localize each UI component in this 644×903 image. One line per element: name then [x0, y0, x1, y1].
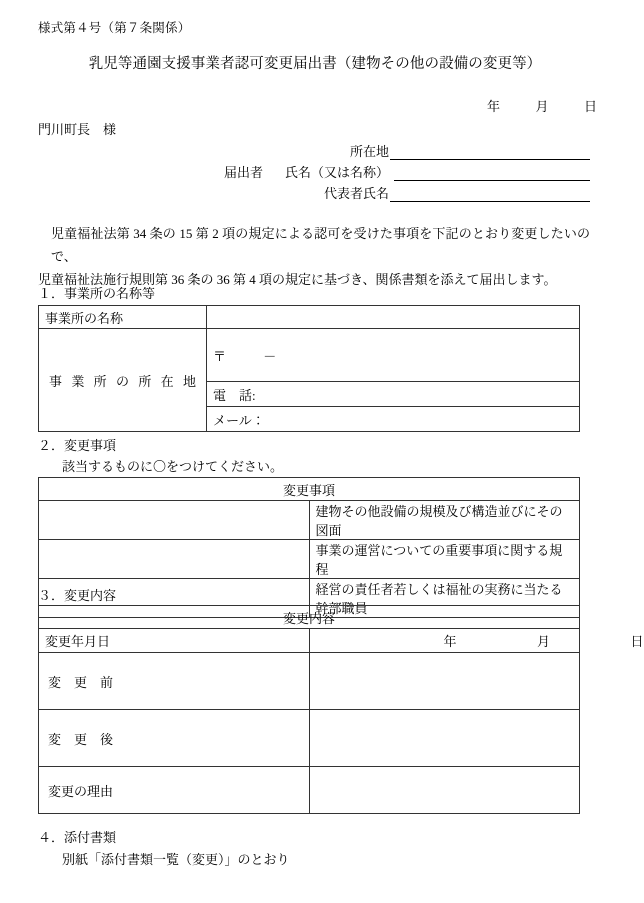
table-row — [39, 540, 580, 579]
change-after-value[interactable] — [309, 710, 580, 767]
body-paragraph — [38, 222, 590, 291]
change-date-day-label: 日 — [630, 634, 644, 649]
establishment-tel-label: 電 話: — [213, 387, 256, 403]
table-header-row — [39, 478, 580, 501]
date-day-label: 日 — [583, 99, 597, 114]
table-row — [39, 501, 580, 540]
applicant-representative-row — [200, 181, 590, 202]
date-year-label: 年 — [487, 99, 501, 114]
change-date-cell[interactable] — [309, 629, 644, 653]
section-2-heading: ２．変更事項 — [38, 438, 117, 453]
table-row — [39, 306, 580, 329]
document-title: 乳児等通園支援事業者認可変更届出書（建物その他の設備の変更等） — [88, 56, 542, 72]
applicant-name-input[interactable] — [394, 165, 590, 181]
change-item-label-1: 事業の運営についての重要事項に関する規程 — [309, 540, 580, 579]
change-item-label-2: 経営の責任者若しくは福祉の実務に当たる幹部職員 — [309, 579, 580, 618]
change-before-label: 変 更 前 — [39, 653, 310, 710]
table-row — [39, 629, 580, 653]
change-detail-header: 変更内容 — [39, 606, 580, 629]
date-month-label: 月 — [535, 99, 549, 114]
date-line — [487, 96, 597, 115]
change-date-month-label: 月 — [536, 634, 550, 649]
section-3-heading: ３．変更内容 — [38, 588, 117, 603]
section-2-note: 該当するものに〇をつけてください。 — [62, 459, 284, 474]
applicant-block — [200, 139, 590, 202]
table-header-row — [39, 606, 580, 629]
establishment-address-label: 事業所の所在地 — [39, 329, 207, 432]
change-before-value[interactable] — [309, 653, 580, 710]
change-date-year-label: 年 — [443, 634, 457, 649]
applicant-address-label: 所在地 — [349, 144, 389, 159]
change-date-label: 変更年月日 — [39, 629, 310, 653]
change-reason-value[interactable] — [309, 767, 580, 814]
change-item-label-0: 建物その他設備の規模及び構造並びにその図面 — [309, 501, 580, 540]
applicant-representative-input[interactable] — [390, 186, 590, 202]
establishment-mail-cell[interactable] — [207, 407, 580, 432]
table-row — [39, 767, 580, 814]
establishment-name-label: 事業所の名称 — [39, 306, 207, 329]
applicant-name-row — [200, 160, 590, 181]
table-row — [39, 653, 580, 710]
addressee: 門川町長 様 — [38, 122, 117, 137]
body-paragraph-line-2: 児童福祉法施行規則第 36 条の 36 第 4 項の規定に基づき、関係書類を添えて届出します。 — [38, 272, 557, 287]
body-paragraph-line-1: 児童福祉法第 34 条の 15 第 2 項の規定による認可を受けた事項を下記のとおり変更したいので、 — [51, 226, 590, 264]
form-code: 様式第４号（第７条関係） — [38, 21, 191, 35]
change-item-mark-1[interactable] — [39, 540, 310, 579]
postal-dash: － — [263, 348, 277, 364]
postal-marker-icon: 〒 — [213, 348, 227, 364]
section-4-heading: ４．添付書類 — [38, 830, 117, 845]
table-row — [39, 710, 580, 767]
establishment-table — [38, 305, 580, 432]
applicant-prefix-label: 届出者 — [223, 165, 263, 180]
establishment-postal-cell[interactable] — [207, 329, 580, 382]
table-row — [39, 329, 580, 382]
section-1-heading: １．事業所の名称等 — [38, 286, 156, 301]
section-4-note: 別紙「添付書類一覧（変更）」のとおり — [62, 852, 290, 867]
change-items-table — [38, 477, 580, 618]
change-reason-label: 変更の理由 — [39, 767, 310, 814]
establishment-tel-cell[interactable] — [207, 382, 580, 407]
change-items-header: 変更事項 — [39, 478, 580, 501]
change-after-label: 変 更 後 — [39, 710, 310, 767]
establishment-mail-label: メール： — [213, 412, 265, 428]
applicant-representative-label: 代表者氏名 — [323, 186, 389, 201]
change-item-mark-0[interactable] — [39, 501, 310, 540]
change-detail-table — [38, 605, 644, 814]
change-date-fields — [444, 631, 644, 650]
establishment-name-value[interactable] — [207, 306, 580, 329]
applicant-name-label: 氏名（又は名称） — [284, 165, 389, 180]
applicant-address-input[interactable] — [390, 144, 590, 160]
applicant-address-row — [200, 139, 590, 160]
